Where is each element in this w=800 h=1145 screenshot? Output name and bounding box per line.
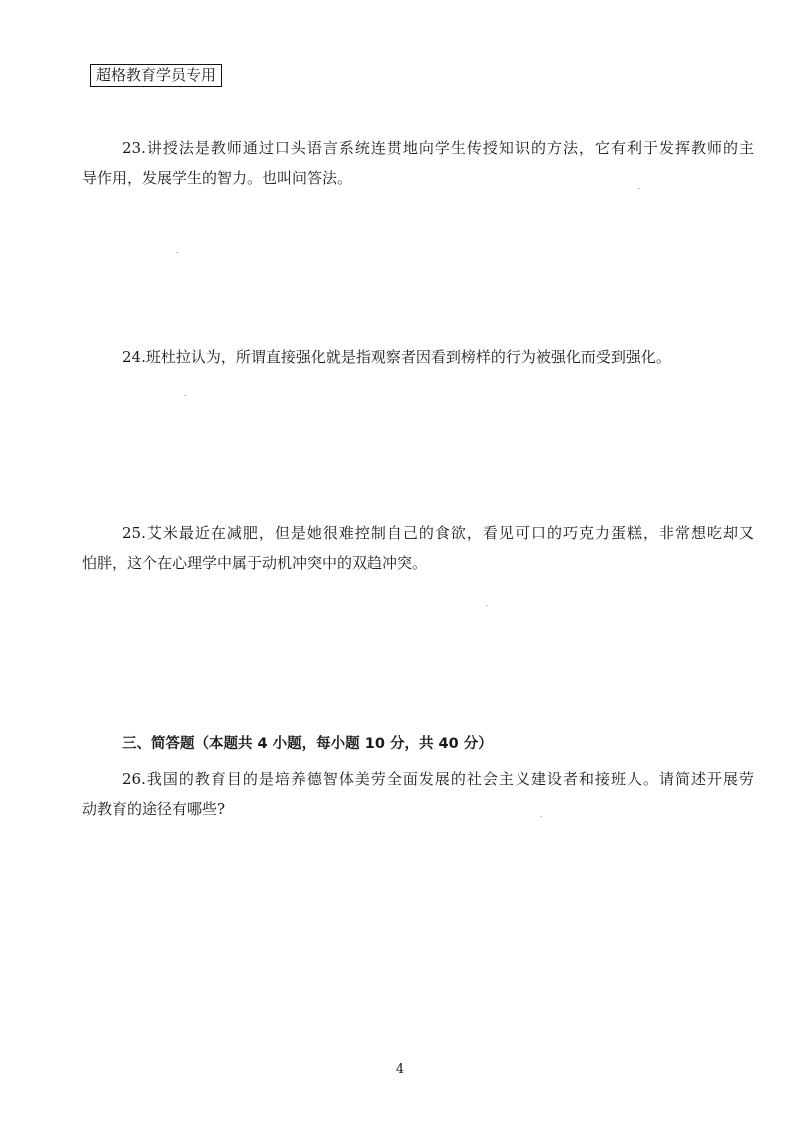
question-23-number: 23.: [122, 139, 146, 157]
scan-speck: [176, 252, 178, 253]
question-25-text-1: 艾米最近在减肥，但是她很难控制自己的食欲，看见可口的巧克力蛋糕，非常想吃却又: [145, 524, 754, 542]
question-23-line-2: 导作用，发展学生的智力。也叫问答法。: [82, 169, 353, 187]
scan-speck: [540, 816, 542, 817]
page-number: 4: [395, 1062, 405, 1077]
student-only-stamp: [90, 64, 222, 87]
question-24-number: 24.: [122, 348, 146, 366]
section-heading: 三、简答题（本题共 4 小题，每小题 10 分，共 40 分）: [122, 736, 493, 752]
question-25-line-2: 怕胖，这个在心理学中属于动机冲突中的双趋冲突。: [82, 554, 428, 572]
stamp-label: 超格教育学员专用: [96, 66, 217, 84]
question-26-line-1: [82, 764, 754, 794]
question-23-text-1: 讲授法是教师通过口头语言系统连贯地向学生传授知识的方法，它有利于发挥教师的主: [145, 139, 754, 157]
question-26: [82, 764, 754, 824]
question-23-line-1: [82, 133, 754, 163]
question-23: [82, 133, 754, 193]
question-24-line-1: [82, 342, 754, 372]
question-24: [82, 342, 754, 372]
scan-speck: [184, 395, 186, 396]
question-26-number: 26.: [122, 770, 146, 788]
question-25-line-1: [82, 518, 754, 548]
question-24-text-1: 班杜拉认为，所谓直接强化就是指观察者因看到榜样的行为被强化而受到强化。: [145, 348, 671, 366]
scan-speck: [638, 188, 640, 189]
question-26-text-1: 我国的教育目的是培养德智体美劳全面发展的社会主义建设者和接班人。请简述开展劳: [145, 770, 754, 788]
question-26-line-2: 动教育的途径有哪些?: [82, 800, 226, 818]
scan-speck: [486, 605, 488, 606]
question-25: [82, 518, 754, 578]
question-25-number: 25.: [122, 524, 146, 542]
